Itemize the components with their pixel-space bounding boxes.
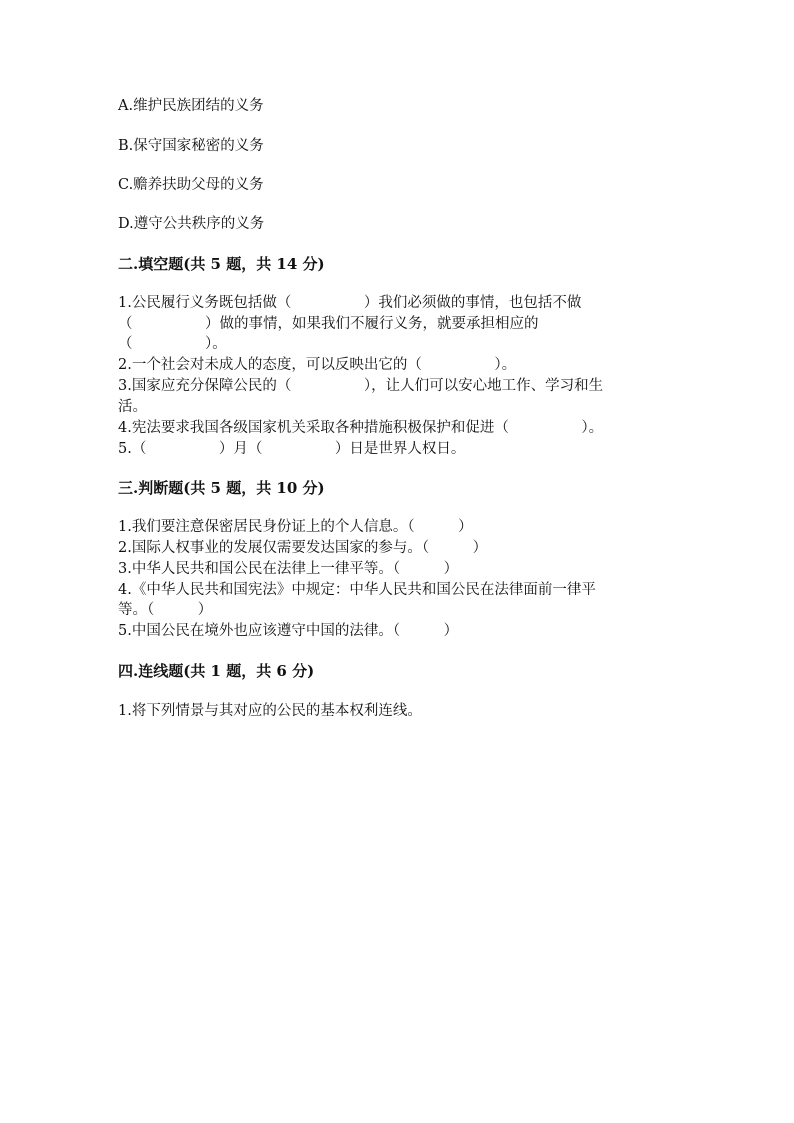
option-b: B.保守国家秘密的义务 bbox=[118, 138, 264, 154]
judge-line: 4.《中华人民共和国宪法》中规定：中华人民共和国公民在法律面前一律平 bbox=[118, 582, 596, 598]
judge-line: 1.我们要注意保密居民身份证上的个人信息。（ ） bbox=[118, 519, 473, 535]
fill-line: （ ）做的事情，如果我们不履行义务，就要承担相应的 bbox=[118, 316, 539, 332]
fill-line: 5.（ ）月（ ）日是世界人权日。 bbox=[118, 441, 466, 457]
judge-section-heading: 三.判断题(共 5 题，共 10 分) bbox=[118, 479, 325, 497]
judge-line: 等。（ ） bbox=[118, 602, 213, 618]
judge-line: 5.中国公民在境外也应该遵守中国的法律。（ ） bbox=[118, 623, 459, 639]
fill-line: 1.公民履行义务既包括做（ ）我们必须做的事情，也包括不做 bbox=[118, 295, 582, 311]
fill-line: （ ）。 bbox=[118, 336, 227, 352]
option-a: A.维护民族团结的义务 bbox=[118, 98, 264, 114]
fill-line: 2.一个社会对未成人的态度，可以反映出它的（ ）。 bbox=[118, 357, 517, 373]
fill-line: 3.国家应充分保障公民的（ ），让人们可以安心地工作、学习和生 bbox=[118, 378, 604, 394]
judge-line: 2.国际人权事业的发展仅需要发达国家的参与。（ ） bbox=[118, 540, 488, 556]
option-d: D.遵守公共秩序的义务 bbox=[118, 216, 265, 232]
match-section-heading: 四.连线题(共 1 题，共 6 分) bbox=[118, 662, 315, 680]
fill-line: 活。 bbox=[118, 399, 147, 415]
judge-line: 3.中华人民共和国公民在法律上一律平等。（ ） bbox=[118, 561, 459, 577]
option-c: C.赡养扶助父母的义务 bbox=[118, 177, 264, 193]
fill-line: 4.宪法要求我国各级国家机关采取各种措施积极保护和促进（ ）。 bbox=[118, 420, 604, 436]
fill-section-heading: 二.填空题(共 5 题，共 14 分) bbox=[118, 255, 325, 273]
match-line: 1.将下列情景与其对应的公民的基本权利连线。 bbox=[118, 703, 422, 719]
